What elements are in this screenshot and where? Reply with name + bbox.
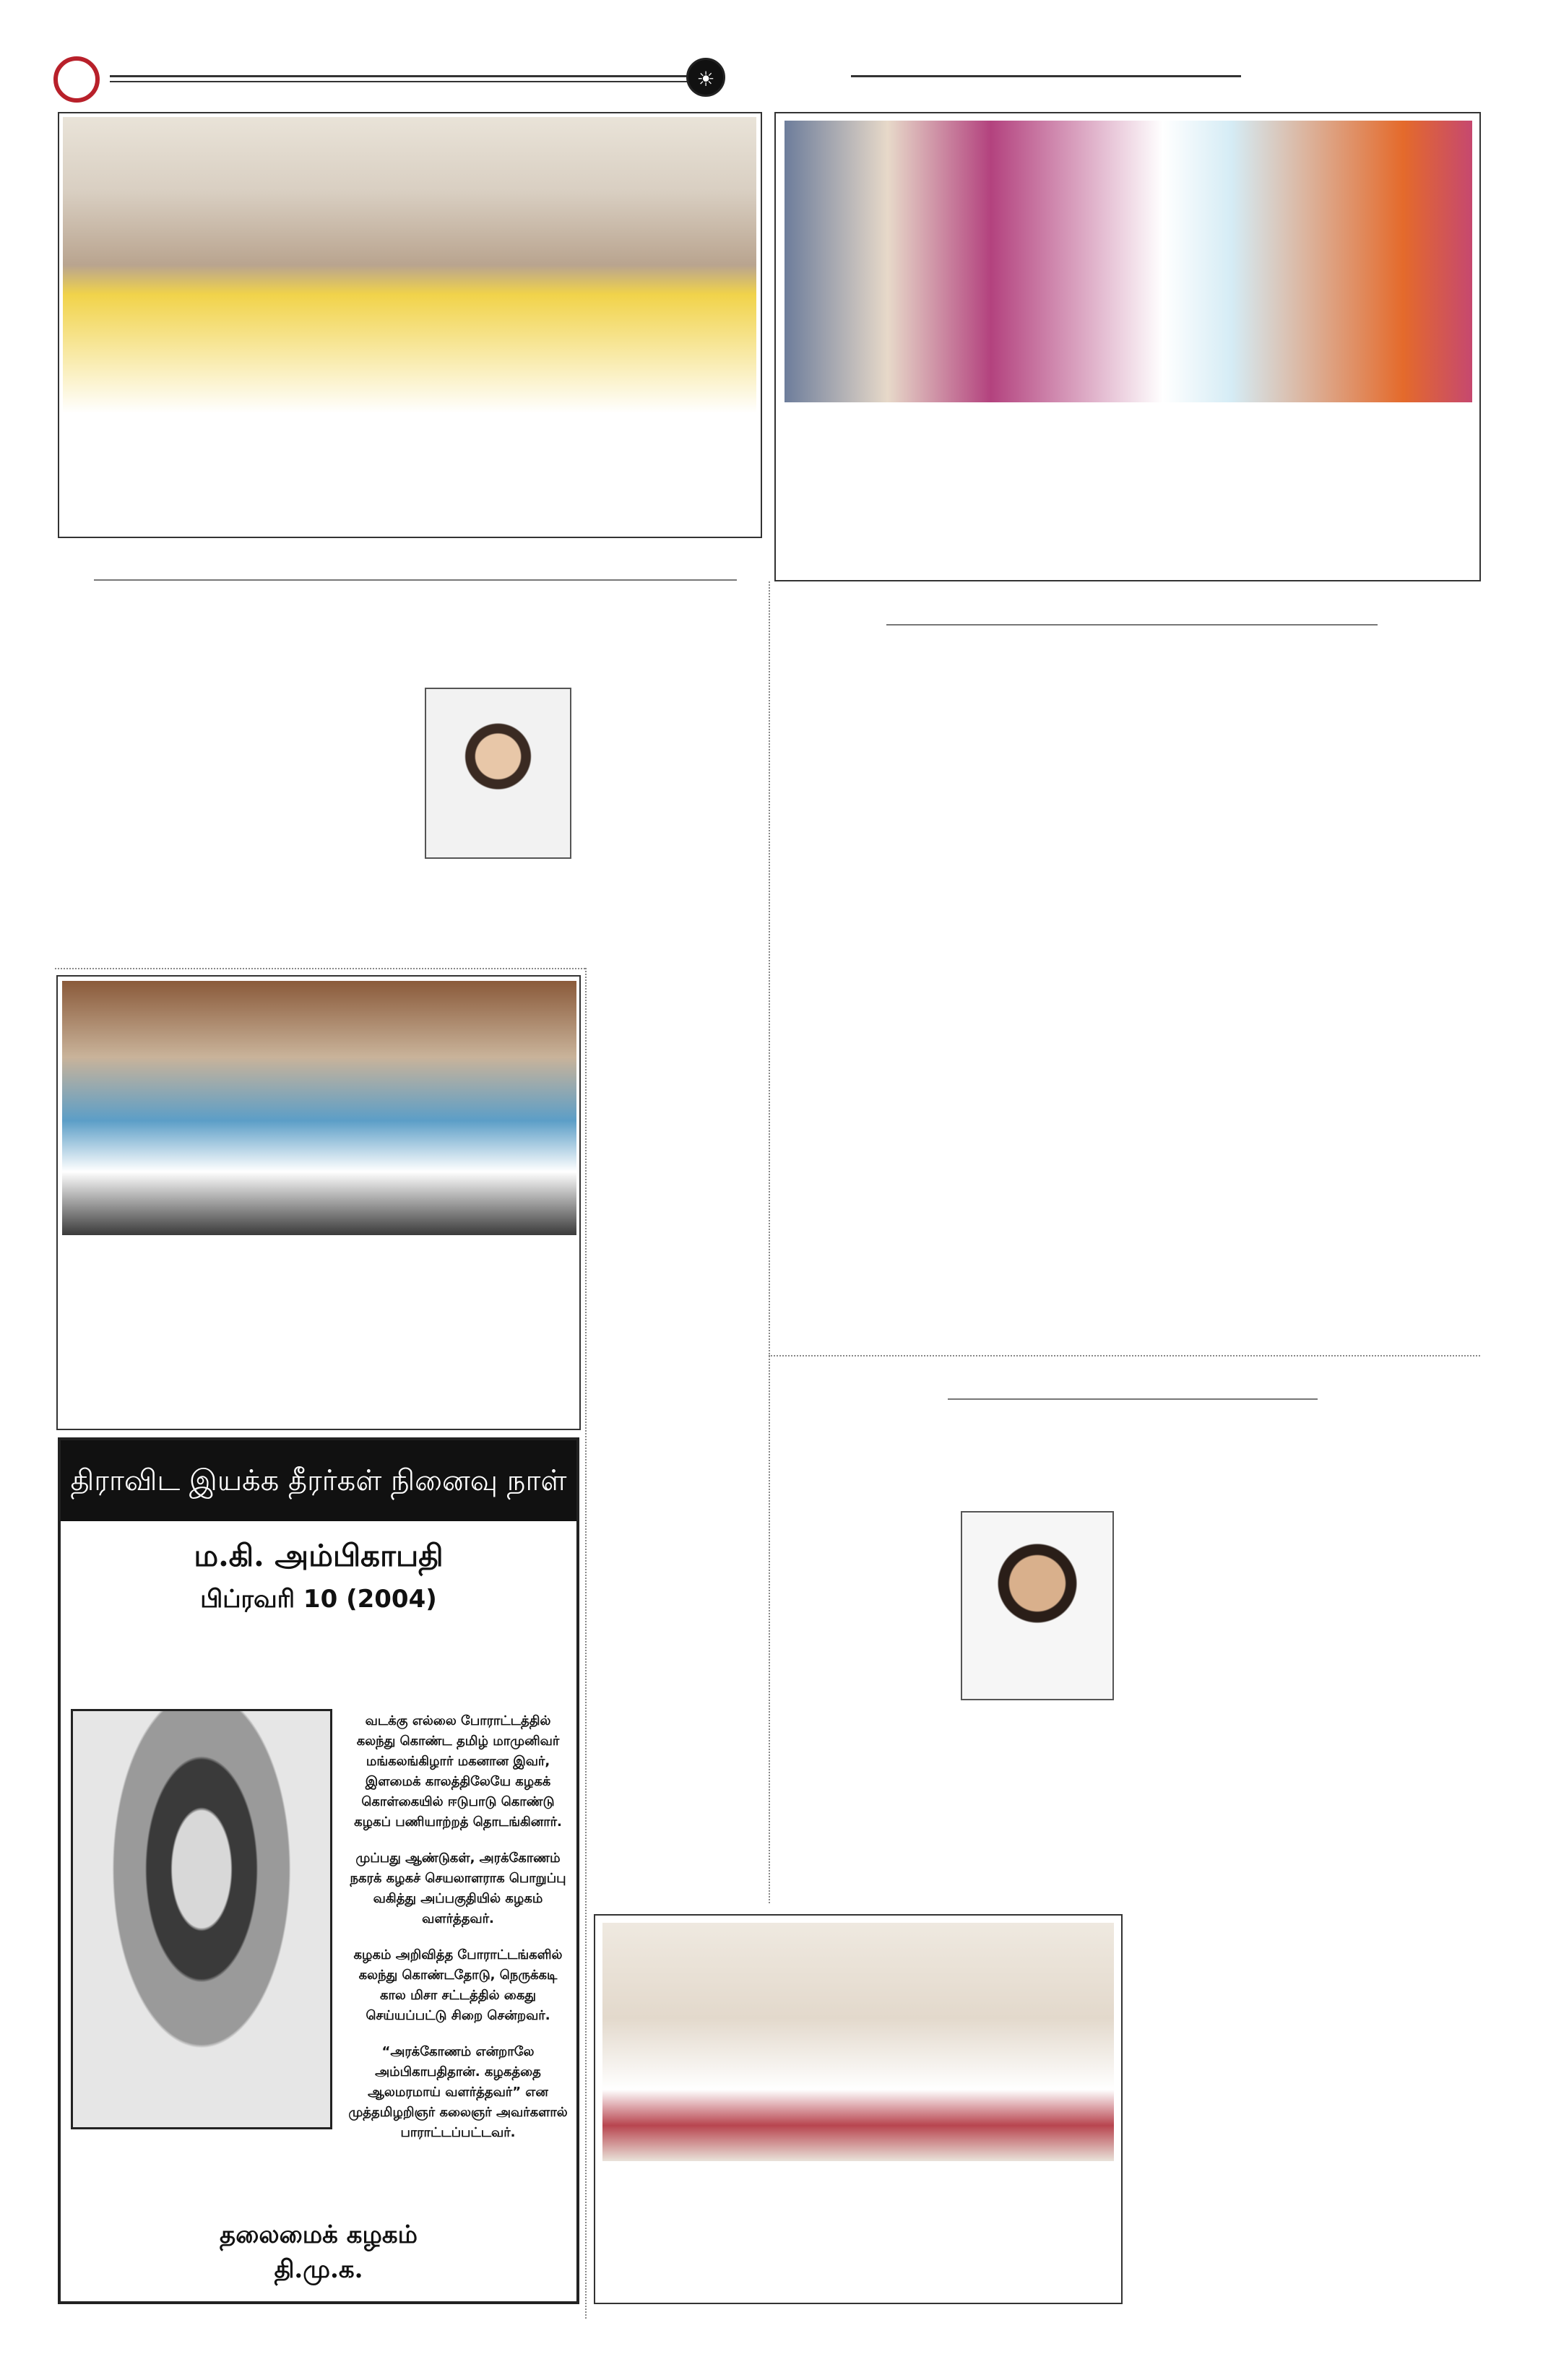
- memorial-paragraph-3: கழகம் அறிவித்த போராட்டங்களில் கலந்து கொண்டதோடு, நெருக்கடி கால மிசா சட்டத்தில் கைது செய்யப்பட்டு சிறை சென்றவர்.: [353, 1947, 563, 2023]
- header-rule-right: [851, 75, 1241, 77]
- portrait-photo-2: [961, 1511, 1114, 1700]
- memorial-paragraph-4: “அரக்கோணம் என்றாலே அம்பிகாபதிதான். கழகத்தை ஆலமரமாய் வளர்த்தவர்” என முத்தமிழறிஞர் கலைஞர் அவர்களால் பாராட்டப்பட்டவர்.: [348, 2044, 568, 2140]
- memorial-box: [58, 1437, 579, 2304]
- meeting-photo: [602, 1923, 1114, 2161]
- divider-line-right-2: [948, 1398, 1318, 1400]
- portrait-photo: [425, 688, 571, 859]
- red-circle-icon: [53, 56, 100, 103]
- ribbon-cutting-photo: [63, 117, 756, 413]
- memorial-footer-line1: தலைமைக் கழகம்: [220, 2220, 418, 2249]
- column-divider-left: [585, 968, 587, 2319]
- header-rule-thin: [110, 81, 688, 82]
- memorial-photo: [71, 1709, 332, 2129]
- memorial-date: பிப்ரவரி 10 (2004): [200, 1585, 437, 1614]
- cheque-presentation-photo: [785, 121, 1472, 402]
- memorial-paragraph-2: முப்பது ஆண்டுகள், அரக்கோணம் நகரக் கழகச் செயலாளராக பொறுப்பு வகித்து அப்பகுதியில் கழகம் வளர்த்தவர்.: [350, 1851, 566, 1926]
- divider-line-right: [886, 624, 1378, 626]
- section-divider-right: [769, 1355, 1480, 1356]
- divider-line: [94, 579, 737, 581]
- header-rule: [110, 75, 688, 77]
- certificate-handover-photo: [62, 981, 576, 1235]
- memorial-footer-line2: தி.மு.க.: [274, 2255, 363, 2284]
- photo-box-meeting: [594, 1914, 1123, 2304]
- memorial-name: ம.கி. அம்பிகாபதி: [194, 1538, 444, 1573]
- photo-box-certificate-handover: [56, 975, 581, 1430]
- memorial-paragraph-1: வடக்கு எல்லை போராட்டத்தில் கலந்து கொண்ட தமிழ் மாமுனிவர் மங்கலங்கிழார் மகனான இவர், இளமைக் காலத்திலேயே கழகக் கொள்கையில் ஈடுபாடு கொண்டு கழகப் பணியாற்றத் தொடங்கினார்.: [354, 1713, 562, 1830]
- rising-sun-emblem-icon: ☀: [686, 58, 725, 97]
- photo-box-ribbon-cutting: [58, 112, 762, 538]
- memorial-banner: திராவிட இயக்க தீரர்கள் நினைவு நாள்: [61, 1440, 576, 1521]
- column-divider: [769, 581, 770, 1903]
- memorial-text: [346, 1711, 570, 2159]
- section-divider: [55, 968, 585, 969]
- photo-box-cheque-presentation: [774, 112, 1481, 581]
